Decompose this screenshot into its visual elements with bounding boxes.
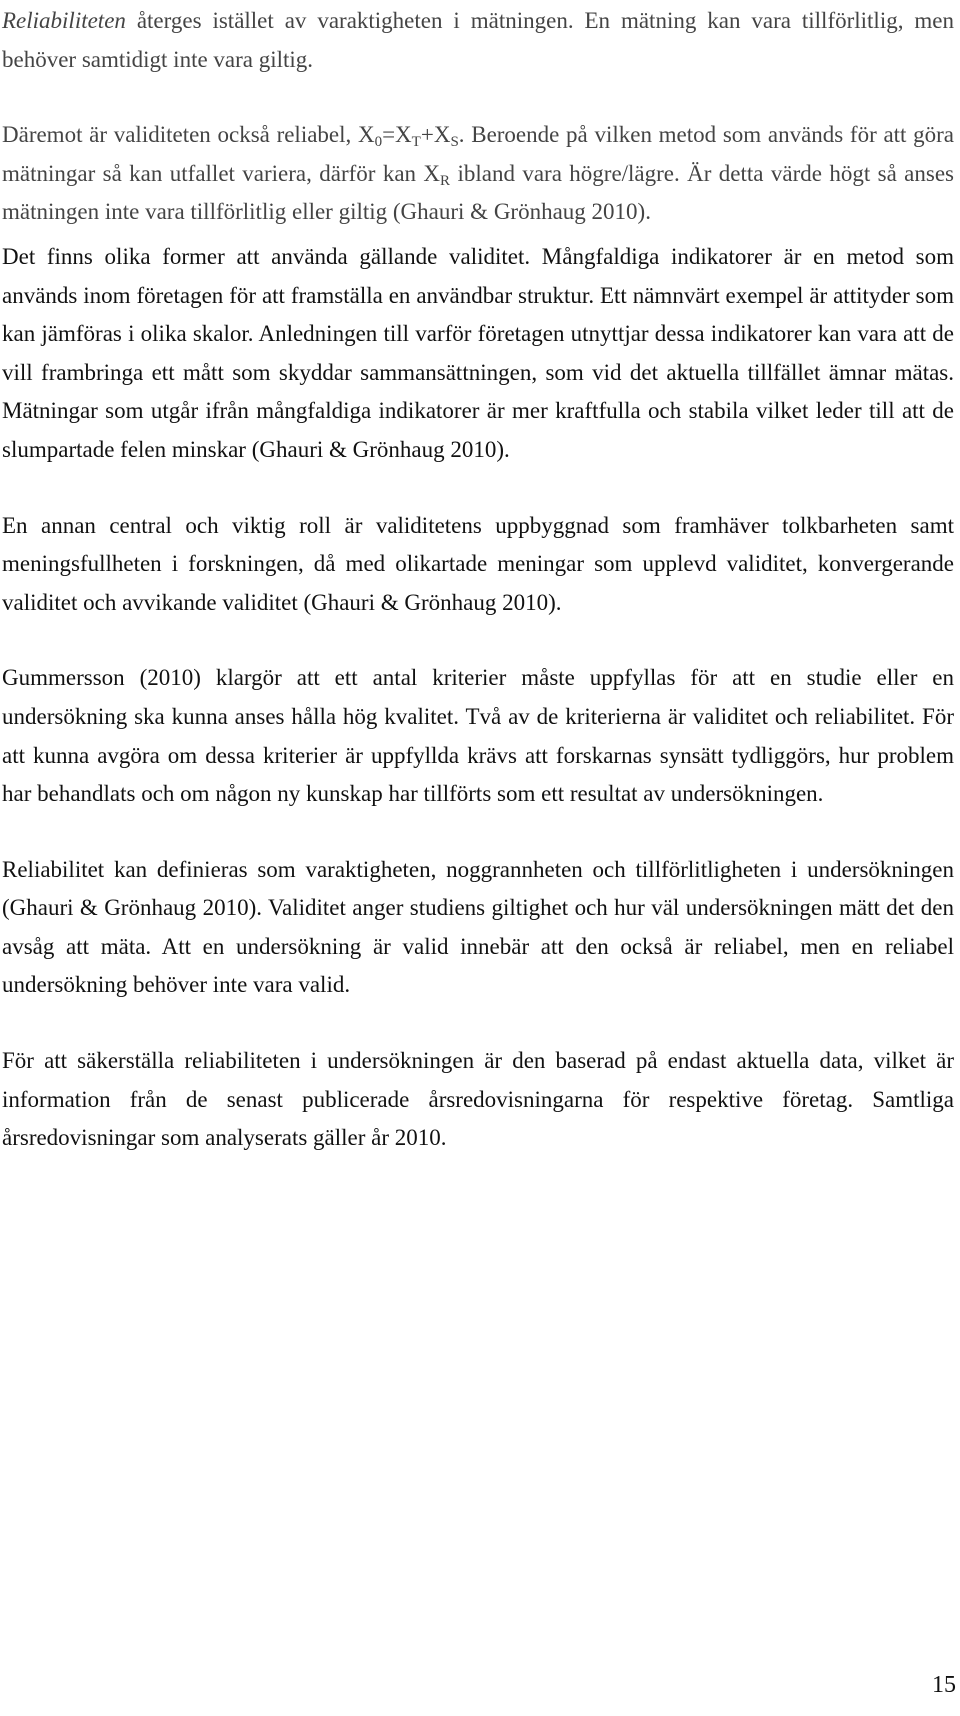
paragraph-text: =X bbox=[382, 122, 412, 148]
paragraph-text: Däremot är validiteten också reliabel, X bbox=[2, 122, 375, 148]
paragraph-data-basis: För att säkerställa reliabiliteten i undersökningen är den baserad på endast aktuella data, vilket är information från de senast publicerade årsredovisningarna för respektive företag. Samtliga årsredovisningar som analyserats gäller år 2010. bbox=[2, 1048, 954, 1151]
subscript-s: S bbox=[450, 134, 459, 151]
paragraph-text: ibland vara högre/lägre. Är detta värde högt så anses mätningen inte vara tillförlitlig eller giltig (Ghauri & Grönhaug 2010). bbox=[2, 160, 954, 225]
paragraph-text: . Beroende på vilken metod som används för att göra mätningar så kan utfallet variera, därför kan X bbox=[2, 122, 954, 186]
page-number: 15 bbox=[932, 1672, 956, 1698]
subscript-t: T bbox=[411, 134, 421, 151]
paragraph-text: +X bbox=[420, 122, 451, 148]
subscript-0: 0 bbox=[374, 134, 383, 151]
paragraph-reliability-intro bbox=[2, 2, 954, 79]
paragraph-reliability-definition: Reliabilitet kan definieras som varaktigheten, noggrannheten och tillförlitligheten i undersökningen (Ghauri & Grönhaug 2010). Validitet anger studiens giltighet och hur väl undersökningen mätt det den avsåg att mäta. Att en undersökning är valid innebär att den också är reliabel, men en reliabel undersökning behöver inte vara valid. bbox=[2, 856, 954, 998]
body-text bbox=[2, 2, 954, 1158]
subscript-r: R bbox=[440, 172, 451, 189]
paragraph-text: återges istället av varaktigheten i mätningen. En mätning kan vara tillförlitlig, men behöver samtidigt inte vara giltig. bbox=[2, 8, 954, 72]
paragraph-validity-formula bbox=[2, 116, 954, 232]
term-reliabiliteten: Reliabiliteten bbox=[2, 8, 126, 33]
paragraph-quality-criteria: Gummersson (2010) klargör att ett antal kriterier måste uppfyllas för att en studie eller en undersökning ska kunna anses hålla hög kvalitet. Två av de kriterierna är validitet och reliabilitet. För att kunna avgöra om dessa kriterier är uppfyllda krävs att forskarnas synsätt tydliggörs, hur problem har behandlats och om någon ny kunskap har tillförts som ett resultat av undersökningen. bbox=[2, 665, 954, 807]
paragraph-validity-forms: Det finns olika former att använda gällande validitet. Mångfaldiga indikatorer är en metod som används inom företagen för att framställa en användbar struktur. Ett nämnvärt exempel är attityder som kan jämföras i olika skalor. Anledningen till varför företagen utnyttjar dessa indikatorer kan vara att de vill frambringa ett mått som skyddar sammansättningen, som vid det aktuella tillfället ämnar mätas. Mätningar som utgår ifrån mångfaldiga indikatorer är mer kraftfulla och stabila vilket leder till att de slumpartade felen minskar (Ghauri & Grönhaug 2010). bbox=[2, 243, 954, 462]
paragraph-validity-construct: En annan central och viktig roll är validitetens uppbyggnad som framhäver tolkbarheten samt meningsfullheten i forskningen, då med olikartade meningar som upplevd validitet, konvergerande validitet och avvikande validitet (Ghauri & Grönhaug 2010). bbox=[2, 512, 954, 615]
